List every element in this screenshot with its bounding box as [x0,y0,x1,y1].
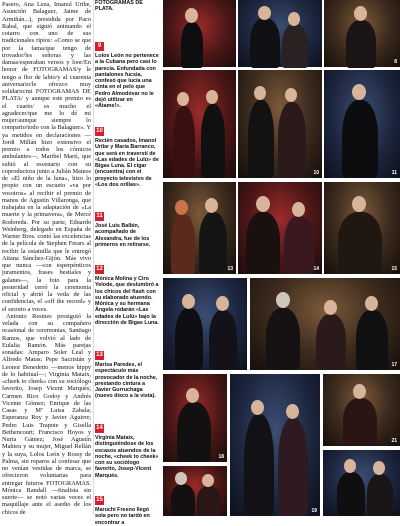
caption [95,496,159,526]
caption-number: 10 [96,128,103,134]
photo-number: 18 [218,454,224,460]
photo-number: 14 [313,266,319,272]
caption [95,424,159,479]
photo [238,70,322,178]
photo-number: 13 [227,266,233,272]
caption-text: Virginia Mataix, distinguiéndose de los escasos atuendos de la noche, «cheek to cheek» con su sociólogo favorito, Josep-Vicent Marqués. [95,435,159,479]
caption-text: Recién casados, Imanol Uribe y María Barranco, que será en traverstí de «Las edades de Lulú» de Bigas Luna. El cigar (encuentra) con el proyecto televisivo de «Los dos orillas». [95,138,159,189]
caption [95,212,159,248]
photo [323,450,400,516]
caption-number: 11 [96,213,103,219]
photo-number: 8 [394,59,397,65]
photo-number: 15 [391,266,397,272]
caption-number: 14 [96,425,103,431]
photo [163,466,227,516]
caption-number: 12 [96,266,103,272]
photo [163,374,227,462]
photo-number: 17 [391,362,397,368]
captions-column [95,0,159,526]
photo [324,0,400,67]
caption [95,0,159,13]
caption-text: Maruchi Fresno llegó sola pero no tardó en encontrar a [95,507,150,526]
caption-text: Mónica Molina y Ciro Yelode, que deslumbró a los chicos del flash con su elaborado atuendo. Mónica y su hermana Ángela rodarán «Las edades de Lulú» bajo la dirección de Bigas Luna. [95,276,159,327]
caption [95,265,159,326]
photo [238,0,322,67]
caption [95,351,159,400]
photo [163,278,247,370]
caption-number: 9 [95,42,104,51]
photo [250,278,400,370]
article-paragraph: Antonio Resines prosiguió la velada con su compañero ocasional de ceremonias, Santiago Ramos, que volvió al lado de Eulalia Ramón. Más parejas sonadas: Amparo Soler Leal y Alfredo Matas; Pepe Sacristán y Leonor Benedetto —menos hippy de lo habitual—; Virginia Mataix, «cheek to cheek» con su sociólogo favorito, Josep Vicent Marqués; Carmen Rico Godoy y Andrés Vicente Gómez; Enrique de las Casas y Mª Luisa Zabala; Esperanza Roy y Javier Aguirre; Pedro Luis Trapote y Gisella Bethencourt; Francisco Hoyos y Nuria Gámez; José Agustín Mahieu y su mujer, Miguel Rellán y la suya, Lolos León y Rossy de Palma, sin reparos al confesar que no venían vestidas de marca, se ofrecieron voluntarias para entregar futuros FOTOGRAMAS. Mónica Randall —finalista sin suerte— se notó varias veces el maquillaje ante el asedio de los chicos de [2,312,91,516]
photo [163,182,236,274]
photo [238,182,322,274]
caption-text: José Luis Balbín, acompañado de Alexandra, fue de los primeros en retirarse. [95,223,151,248]
photo [230,374,320,516]
caption [95,42,159,110]
caption [95,127,159,188]
article-paragraph: Pasero, Ana Leza, Imanol Uribe, Asunción Balaguer, Jaime de Armiñán...), presidida por Paco Rabal, que siguió animando el cotarro con uno de sus tradicionales ripios: «Como se que por la fama/que tengo de trovador/les señoras y las damas/esperaban versos y loor/En honor de FOTOGRAMAS/y le tengo a flor de labio/y al cuarenta aniversario/le ofrezco muy solidario/mi FOTOGRAMAS DE PLATA/ y aunque este premio es el cuarto/ es mucho el agradecer/que me lo dé mi mujer/aunque siempre lo comparto/todo con la Balaguer». Y ya metidos en declaraciones —Jordi Millán hizo extensivo el premio a todos los cómicos ambulantes—, Maribel Martí, que subió al escenario con su coproductora junto a Julián Mateos de «El niño de la luna», hizo lo propio con un escueto «va por vosotros» al recibir el premio de manos de Agustín Villaronga, que trabajaba en la adaptación de «La muerte y la primavera», de Mercè Rodoreda. Por su parte, Eduardo Weinberg, delegado en España de Warner Bros. contó las excelencias de la película de Stephen Frears al recibir la estatuilla que le entregó Aitana Sánchez-Gijón. Más vivo que nunca —con esperpénticos juramentos, frases bestiales y galanes—, la foto para la posteridad cerró la ceremonia oficial y abrió la veda de las confidencias, el «off the record» y el secreto a voces. [2,1,91,313]
photo-number: 19 [311,508,317,514]
article-text-column [0,0,92,516]
photo-number: 21 [391,438,397,444]
photo [324,182,400,274]
caption-text: Marisa Paredes, el espectáculo más provocador de la noche, prestando cintura a Javier Gurruchaga (nuevo disco a la vista). [95,362,158,400]
photo [163,0,236,67]
photo [324,70,400,178]
caption-text: FOTOGRAMAS DE PLATA. [95,0,143,13]
column-divider [93,0,94,516]
caption-number: 15 [96,497,103,503]
photo [163,70,236,178]
photo-number: 11 [391,170,397,176]
photo-number: 10 [313,170,319,176]
caption-text: Lolos León no pertenece a la Cubana pero casi lo parecía. Enfundada con pantalones fucsia, confesó que lucía una cinta en el pelo que Pedro Almodóvar no le dejó utilizar en «Átame!». [95,53,159,110]
photo [323,374,400,446]
caption-number: 13 [96,352,103,358]
